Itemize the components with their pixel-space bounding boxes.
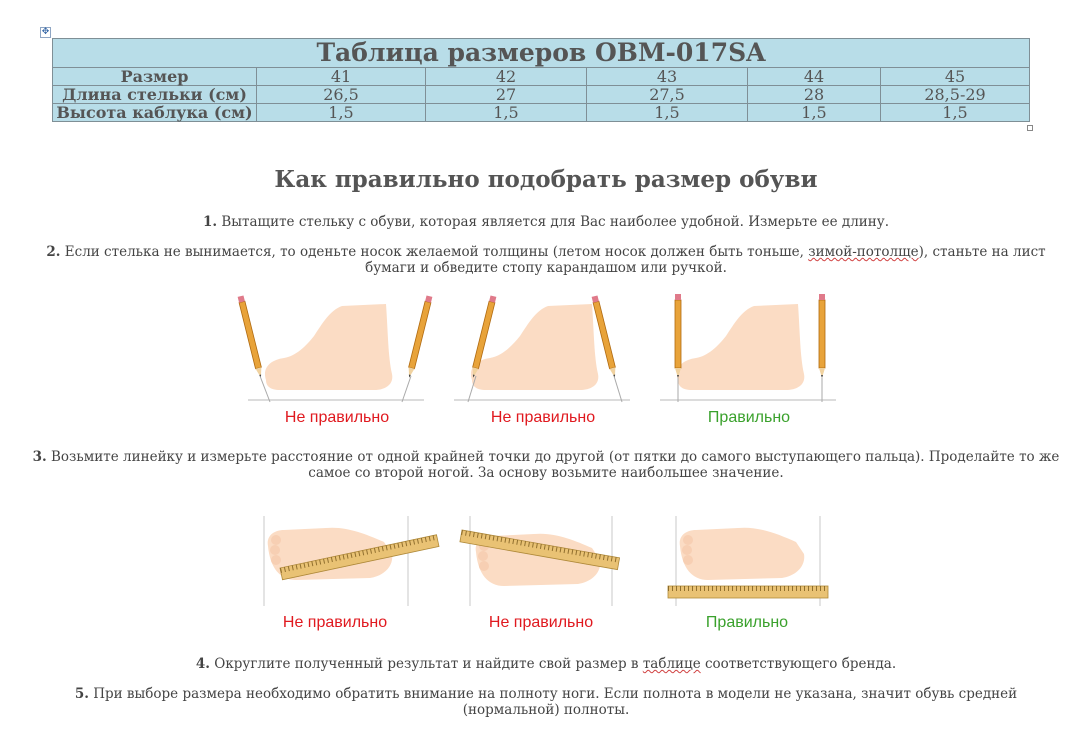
size-table (52, 38, 1030, 122)
page-heading: Как правильно подобрать размер обуви (274, 166, 818, 193)
table-resize-handle[interactable] (1027, 125, 1033, 131)
table-cell: 27,5 (587, 86, 748, 104)
table-move-handle[interactable]: ✥ (41, 27, 50, 37)
caption-right: Правильно (707, 409, 791, 426)
step-4: 4. Округлите полученный результат и найдите свой размер в таблице соответствующего бренда. (195, 656, 897, 672)
pencil-illustrations (236, 296, 846, 408)
table-cell: 28 (748, 86, 881, 104)
table-cell: 1,5 (587, 104, 748, 122)
step-2: 2. Если стелька не вынимается, то оденьте носок желаемой толщины (летом носок должен быть тоньше, зимой-потолще), станьте на лист бумаги и обведите стопу карандашом или ручкой. (46, 244, 1046, 276)
table-row (53, 104, 1030, 122)
table-cell: 43 (587, 68, 748, 86)
caption-wrong: Не правильно (284, 409, 390, 426)
table-cell: 26,5 (257, 86, 426, 104)
table-cell: 1,5 (426, 104, 587, 122)
table-title: Таблица размеров OBM-017SA (53, 39, 1030, 68)
step-5: 5. При выборе размера необходимо обратить внимание на полноту ноги. Если полнота в модели не указана, значит обувь средней (нормальной) полноты. (74, 686, 1018, 718)
caption-wrong: Не правильно (282, 614, 388, 631)
ruler-illustrations (258, 514, 838, 610)
table-cell: 28,5-29 (881, 86, 1030, 104)
table-cell: 1,5 (748, 104, 881, 122)
row-label: Высота каблука (см) (53, 104, 257, 122)
caption-wrong: Не правильно (490, 409, 596, 426)
step-3: 3. Возьмите линейку и измерьте расстояние от одной крайней точки до другой (от пятки до самого выступающего пальца). Проделайте то же самое со второй ногой. За основу возьмите наибольшее значение. (32, 449, 1060, 481)
table-row (53, 68, 1030, 86)
table-cell: 1,5 (881, 104, 1030, 122)
table-cell: 42 (426, 68, 587, 86)
caption-right: Правильно (705, 614, 789, 631)
row-label: Размер (53, 68, 257, 86)
table-cell: 41 (257, 68, 426, 86)
step-1: 1. Вытащите стельку с обуви, которая является для Вас наиболее удобной. Измерьте ее длину. (202, 214, 890, 230)
table-cell: 27 (426, 86, 587, 104)
row-label: Длина стельки (см) (53, 86, 257, 104)
table-cell: 1,5 (257, 104, 426, 122)
table-row (53, 86, 1030, 104)
table-cell: 44 (748, 68, 881, 86)
caption-wrong: Не правильно (488, 614, 594, 631)
table-cell: 45 (881, 68, 1030, 86)
